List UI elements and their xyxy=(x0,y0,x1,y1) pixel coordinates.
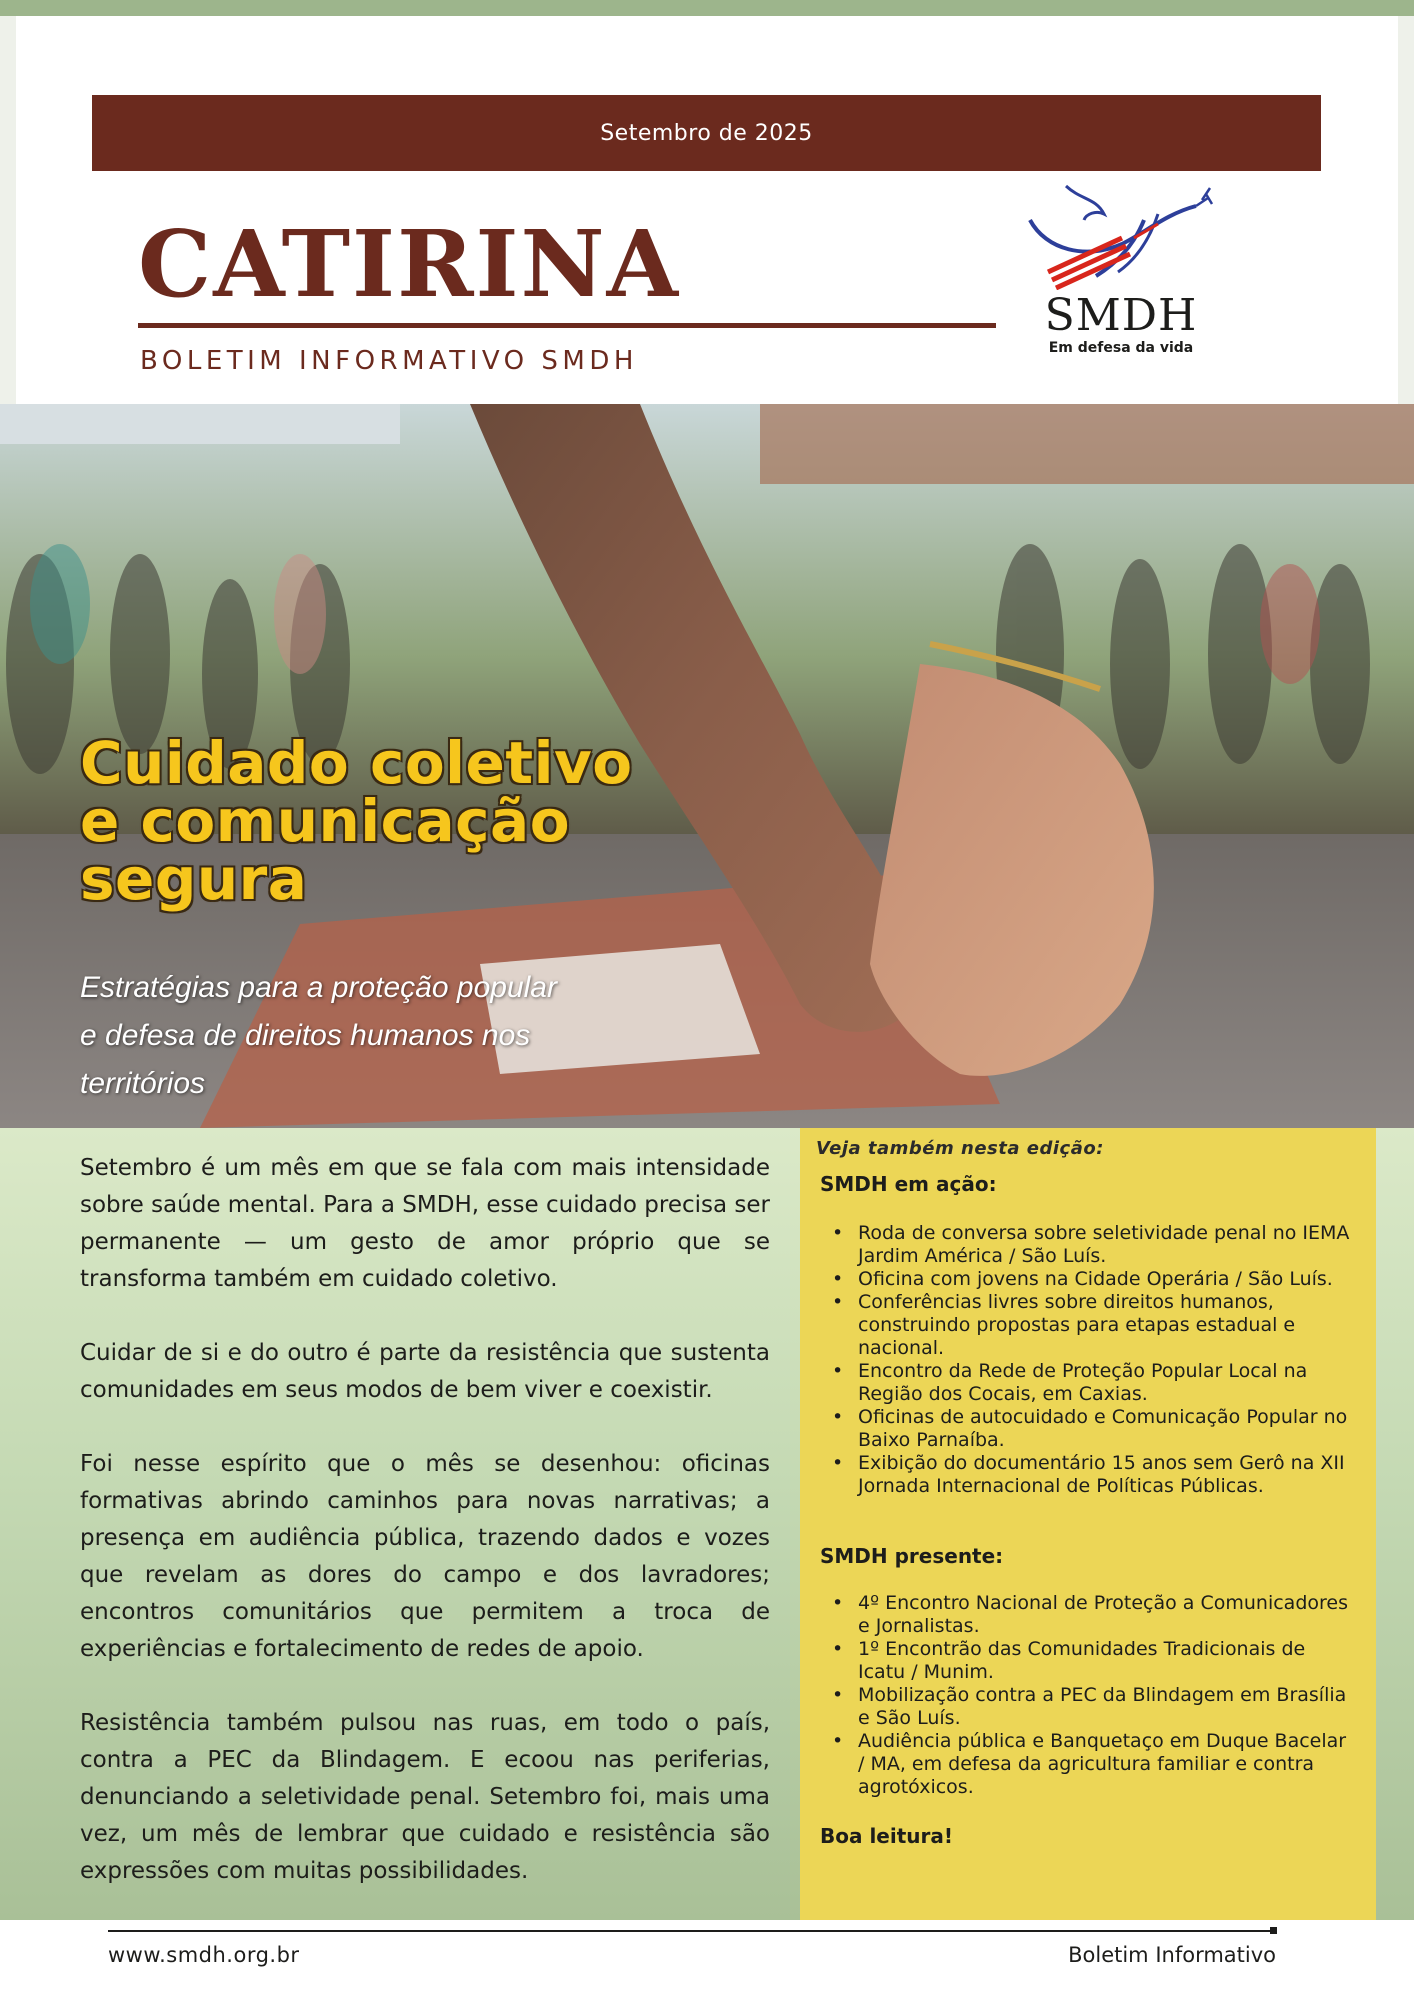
hero-section xyxy=(0,404,1414,1128)
list-item: • Exibição do documentário 15 anos sem Gerô na XII Jornada Internacional de Políticas Públicas. xyxy=(858,1452,1358,1498)
dove-emblem-icon xyxy=(1026,180,1216,290)
hero-subheadline-line: e defesa de direitos humanos nos xyxy=(80,1019,531,1052)
list-item: • 4º Encontro Nacional de Proteção a Comunicadores e Jornalistas. xyxy=(858,1592,1358,1638)
hero-headline-line: e comunicação xyxy=(80,787,571,855)
hero-subheadline xyxy=(80,964,650,1108)
article-paragraph: Resistência também pulsou nas ruas, em todo o país, contra a PEC da Blindagem. E ecoou nas periferias, denunciando a seletividade penal. Setembro foi, mais uma vez, um mês de lembrar que cuidado e resistência são expressões com muitas possibilidades. xyxy=(80,1710,770,1884)
date-banner xyxy=(92,95,1321,171)
closing-note: Boa leitura! xyxy=(820,1824,953,1848)
footer-label: Boletim Informativo xyxy=(1068,1943,1276,1967)
hero-headline-line: segura xyxy=(80,845,308,913)
list-item: • Encontro da Rede de Proteção Popular Local na Região dos Cocais, em Caxias. xyxy=(858,1360,1358,1406)
footer-divider xyxy=(108,1930,1276,1932)
list-item: • Oficina com jovens na Cidade Operária / São Luís. xyxy=(858,1268,1358,1291)
list-item: • Roda de conversa sobre seletividade penal no IEMA Jardim América / São Luís. xyxy=(858,1222,1358,1268)
masthead-subtitle: BOLETIM INFORMATIVO SMDH xyxy=(140,346,638,376)
footer-divider-end xyxy=(1270,1927,1277,1934)
smdh-logo xyxy=(1026,180,1216,360)
list-item: • Conferências livres sobre direitos humanos, construindo propostas para etapas estadual e nacional. xyxy=(858,1291,1358,1360)
smdh-presente-list xyxy=(858,1592,1358,1799)
logo-tagline: Em defesa da vida xyxy=(1048,340,1194,356)
sidebar-box xyxy=(800,1128,1376,1920)
hero-headline xyxy=(80,729,780,913)
article-paragraph: Setembro é um mês em que se fala com mais intensidade sobre saúde mental. Para a SMDH, esse cuidado precisa ser permanente — um gesto de amor próprio que se transforma também em cuidado coletivo. xyxy=(80,1155,770,1292)
article-paragraph: Cuidar de si e do outro é parte da resistência que sustenta comunidades em seus modos de bem viver e coexistir. xyxy=(80,1340,770,1403)
masthead-divider xyxy=(138,323,996,328)
list-item: • Mobilização contra a PEC da Blindagem em Brasília e São Luís. xyxy=(858,1684,1358,1730)
hero-subheadline-line: territórios xyxy=(80,1067,206,1100)
hero-subheadline-line: Estratégias para a proteção popular xyxy=(80,971,557,1004)
list-item: • Oficinas de autocuidado e Comunicação Popular no Baixo Parnaíba. xyxy=(858,1406,1358,1452)
top-color-strip xyxy=(0,0,1414,16)
list-item: • Audiência pública e Banquetaço em Duque Bacelar / MA, em defesa da agricultura familiar e contra agrotóxicos. xyxy=(858,1730,1358,1799)
right-margin-band xyxy=(1398,16,1414,406)
sidebar-kicker: Veja também nesta edição: xyxy=(816,1138,1104,1159)
hero-headline-line: Cuidado coletivo xyxy=(80,729,633,797)
masthead-title: CATIRINA xyxy=(138,210,681,318)
footer-website-link[interactable]: www.smdh.org.br xyxy=(108,1943,300,1967)
section-title-smdh-em-acao: SMDH em ação: xyxy=(820,1172,997,1196)
list-item: • 1º Encontrão das Comunidades Tradicionais de Icatu / Munim. xyxy=(858,1638,1358,1684)
logo-wordmark: SMDH xyxy=(1044,290,1198,341)
left-margin-band xyxy=(0,16,16,406)
smdh-em-acao-list xyxy=(858,1222,1358,1498)
issue-date: Setembro de 2025 xyxy=(600,120,813,146)
main-article xyxy=(80,1150,770,1927)
article-paragraph: Foi nesse espírito que o mês se desenhou: oficinas formativas abrindo caminhos para novas narrativas; a presença em audiência pública, trazendo dados e vozes que revelam as dores do campo e dos lavradores; encontros comunitários que permitem a troca de experiências e fortalecimento de redes de apoio. xyxy=(80,1451,770,1662)
section-title-smdh-presente: SMDH presente: xyxy=(820,1544,1004,1568)
